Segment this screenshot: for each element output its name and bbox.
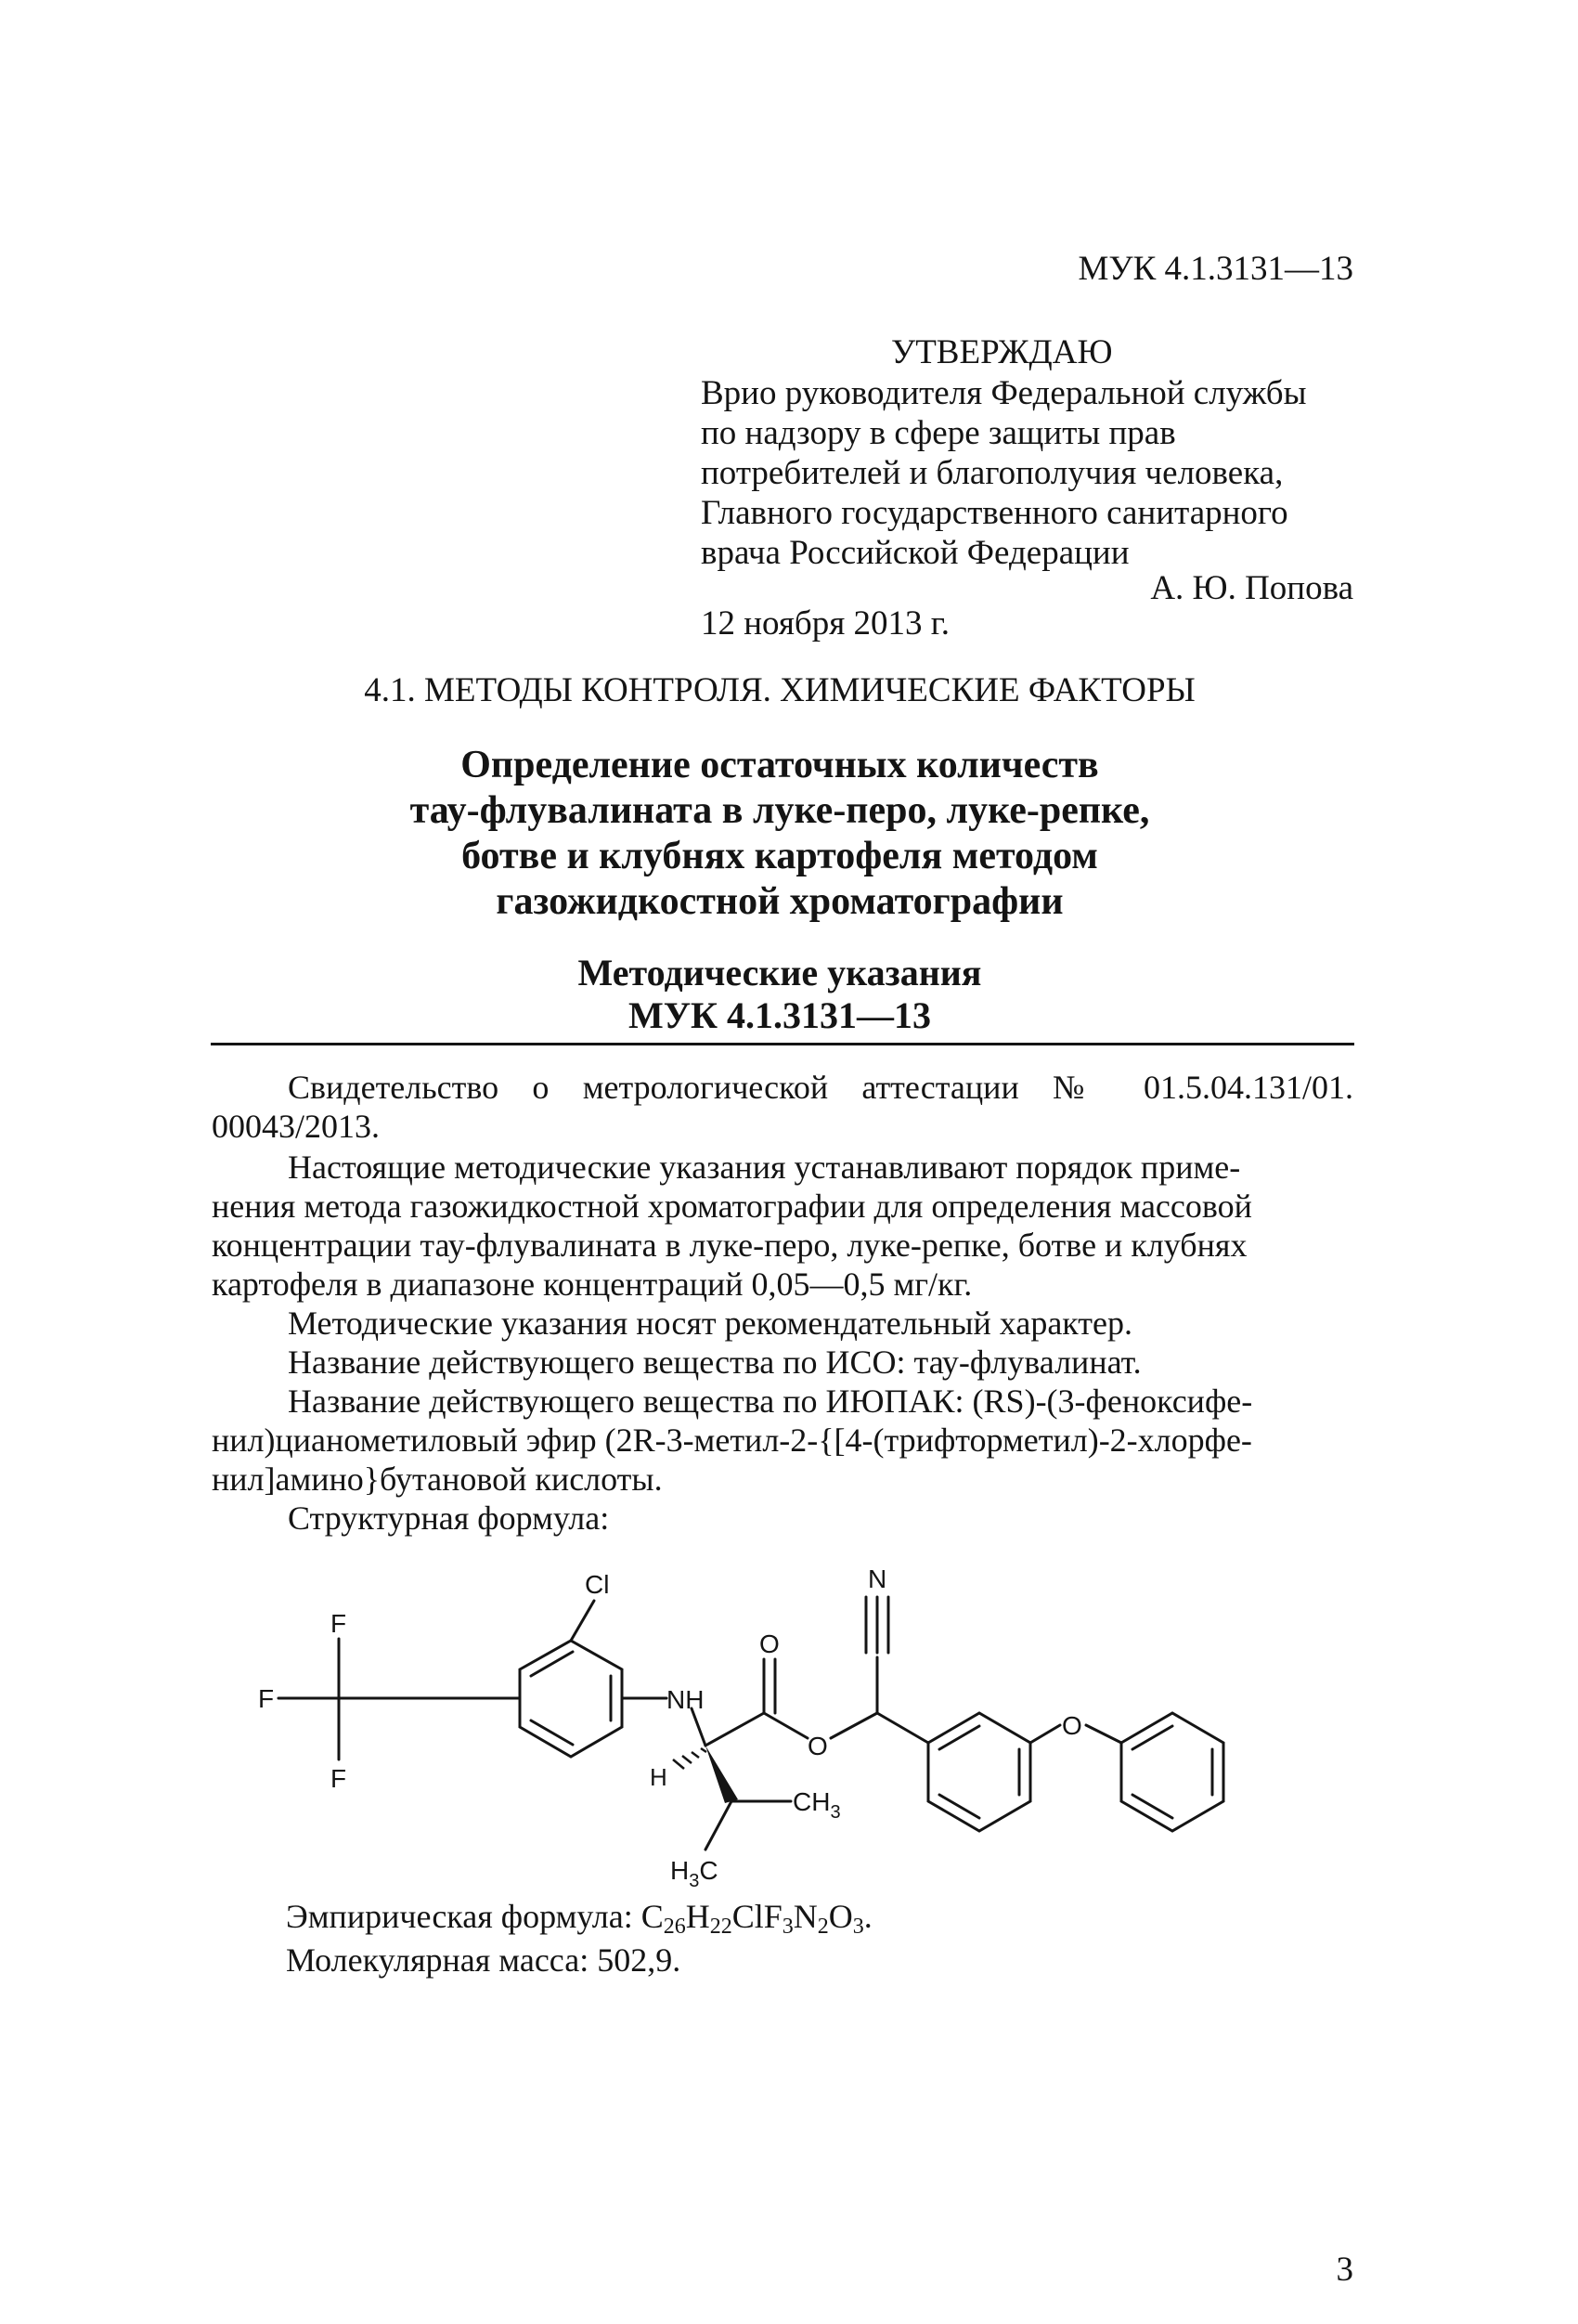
bond-oester-ch <box>831 1713 877 1738</box>
ring-left-double <box>531 1652 573 1676</box>
advisory-line: Методические указания носят рекомендательный характер. <box>288 1305 1133 1342</box>
bond-calpha-cc <box>705 1713 764 1746</box>
scope-line: картофеля в диапазоне концентраций 0,05—0,5 мг/кг. <box>212 1266 973 1303</box>
formula-label: Эмпирическая формула: <box>286 1898 641 1935</box>
solid-wedge <box>705 1746 738 1803</box>
formula-part: 2 <box>817 1915 829 1939</box>
bond-n-calpha <box>692 1708 705 1746</box>
approver-line: потребителей и благополучия человека, <box>701 454 1284 492</box>
formula-part: ClF <box>731 1898 783 1935</box>
bond-oether-ring <box>1086 1725 1121 1743</box>
ring-right <box>1121 1713 1223 1831</box>
bond-c-oester <box>764 1713 808 1738</box>
formula-part: C <box>640 1898 664 1935</box>
ring-right-double <box>1132 1795 1172 1818</box>
title-divider <box>211 1043 1354 1045</box>
title-line: газожидкостной хроматографии <box>496 880 1064 923</box>
ring-left <box>520 1641 622 1757</box>
atom-nh: NH <box>666 1685 705 1714</box>
bond-ring-oether <box>1030 1725 1060 1743</box>
approval-date: 12 ноября 2013 г. <box>701 604 950 643</box>
scope-line: нения метода газожидкостной хроматографии для определения массовой <box>212 1188 1252 1225</box>
atom-h3c: $H_3C$ <box>670 1856 718 1891</box>
subtitle-code: МУК 4.1.3131—13 <box>627 994 932 1036</box>
formula-part: O <box>828 1898 853 1935</box>
atom-f-top: F <box>330 1609 347 1638</box>
bond-ch-ring <box>877 1713 928 1743</box>
certificate-line: Свидетельство о метрологической аттестации № 01.5.04.131/01. <box>288 1069 1353 1106</box>
approver-line: Врио руководителя Федеральной службы <box>701 374 1307 412</box>
iso-name-line: Название действующего вещества по ИСО: тау-флувалинат. <box>288 1344 1142 1381</box>
atom-n-nitrile: N <box>868 1564 887 1593</box>
subtitle-line: Методические указания <box>577 952 982 993</box>
scope-line: Настоящие методические указания устанавливают порядок приме- <box>288 1149 1241 1186</box>
iupac-line: нил)цианометиловый эфир (2R-3-метил-2-{[4-(трифторметил)-2-хлорфе- <box>212 1422 1252 1459</box>
formula-part: 3 <box>782 1915 794 1939</box>
certificate-line: 00043/2013. <box>212 1108 381 1145</box>
approver-line: по надзору в сфере защиты прав <box>701 414 1176 452</box>
document-title <box>213 743 1346 925</box>
molecular-mass: Молекулярная масса: 502,9. <box>286 1941 681 1979</box>
section-title: 4.1. МЕТОДЫ КОНТРОЛЯ. ХИМИЧЕСКИЕ ФАКТОРЫ <box>364 671 1196 709</box>
ring-middle-double <box>939 1795 979 1818</box>
bond-ch-h3c <box>705 1801 731 1850</box>
structure-label: Структурная формула: <box>288 1500 610 1537</box>
formula-part: N <box>793 1898 818 1935</box>
iupac-line: нил]амино}бутановой кислоты. <box>212 1461 663 1498</box>
structural-formula <box>223 1523 1374 1913</box>
document-number: МУК 4.1.3131—13 <box>1078 250 1353 288</box>
formula-part: 26 <box>663 1915 686 1939</box>
signer-name: А. Ю. Попова <box>1150 569 1353 607</box>
bond-cl <box>571 1601 594 1641</box>
approver-block <box>701 373 1306 573</box>
iupac-line: Название действующего вещества по ИЮПАК: (RS)-(3-феноксифе- <box>288 1383 1253 1420</box>
document-subtitle <box>213 952 1346 1037</box>
atom-o-ether: O <box>1062 1711 1082 1740</box>
atom-f-bottom: F <box>330 1764 347 1793</box>
empirical-formula <box>286 1897 873 1940</box>
atom-f-left: F <box>258 1684 275 1713</box>
ring-middle-double <box>939 1726 979 1749</box>
body-paragraphs <box>212 1148 1355 1538</box>
approval-title: УТВЕРЖДАЮ <box>891 333 1113 371</box>
certificate-paragraph <box>212 1068 1353 1146</box>
page-number: 3 <box>1336 2251 1353 2289</box>
atom-o-carbonyl: O <box>759 1629 780 1658</box>
ring-right-double <box>1132 1726 1172 1749</box>
formula-part: H <box>685 1898 710 1935</box>
formula-part: 3 <box>852 1915 864 1939</box>
approver-line: Главного государственного санитарного <box>701 494 1288 532</box>
atom-cl: Cl <box>585 1570 610 1599</box>
ring-middle <box>928 1713 1030 1831</box>
title-line: Определение остаточных количеств <box>460 744 1099 786</box>
formula-part: . <box>863 1898 873 1935</box>
scope-line: концентрации тау-флувалината в луке-перо, луке-репке, ботве и клубнях <box>212 1227 1248 1264</box>
title-line: тау-флувалината в луке-перо, луке-репке, <box>409 789 1150 832</box>
title-line: ботве и клубнях картофеля методом <box>461 835 1098 877</box>
approver-line: врача Российской Федерации <box>701 534 1130 572</box>
atom-h: H <box>650 1763 667 1791</box>
formula-part: 22 <box>709 1915 732 1939</box>
hashed-wedge-h <box>673 1748 706 1769</box>
atom-ch3: $CH_3$ <box>793 1787 841 1823</box>
ring-left-double <box>531 1720 573 1745</box>
atom-o-ester: O <box>808 1732 828 1760</box>
